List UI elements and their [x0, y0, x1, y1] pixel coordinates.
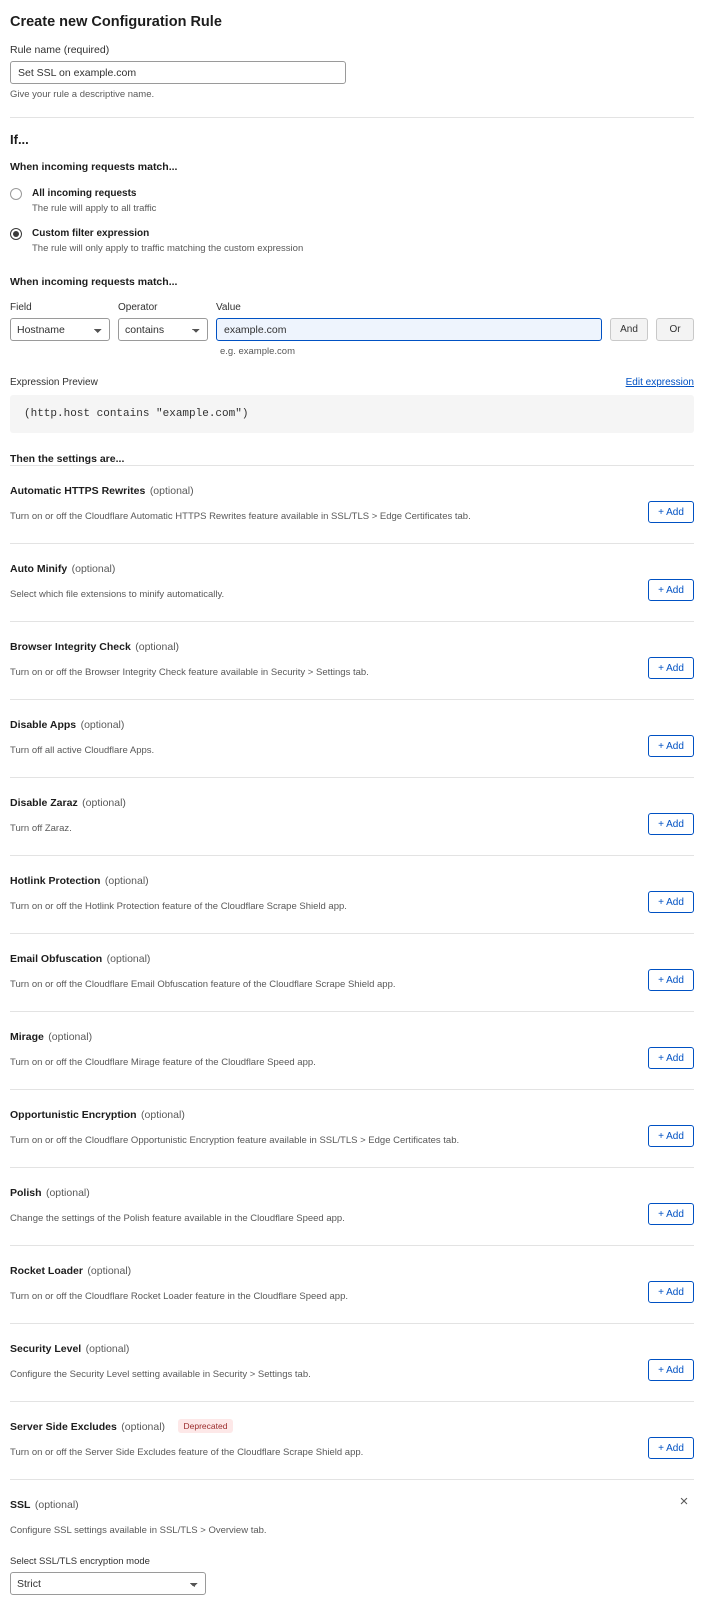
setting-name: Rocket Loader [10, 1265, 83, 1277]
setting-desc: Turn on or off the Browser Integrity Check feature available in Security > Settings tab. [10, 667, 369, 678]
setting-row [10, 855, 694, 933]
setting-optional: (optional) [135, 641, 180, 653]
setting-desc: Turn on or off the Cloudflare Rocket Loader feature in the Cloudflare Speed app. [10, 1291, 348, 1302]
setting-row [10, 699, 694, 777]
setting-name: Mirage [10, 1031, 44, 1043]
setting-desc: Turn on or off the Hotlink Protection feature of the Cloudflare Scrape Shield app. [10, 901, 347, 912]
setting-desc: Select which file extensions to minify automatically. [10, 589, 225, 600]
setting-name: Opportunistic Encryption [10, 1109, 137, 1121]
setting-row [10, 1323, 694, 1401]
setting-name: Email Obfuscation [10, 953, 103, 965]
setting-row [10, 1089, 694, 1167]
add-button[interactable]: + Add [648, 1047, 694, 1069]
add-button[interactable]: + Add [648, 813, 694, 835]
add-button[interactable]: + Add [648, 1125, 694, 1147]
setting-name: Browser Integrity Check [10, 641, 131, 653]
field-label: Field [10, 302, 32, 313]
or-button[interactable]: Or [656, 318, 694, 341]
expression-preview-box: (http.host contains "example.com") [10, 395, 694, 433]
add-button[interactable]: + Add [648, 969, 694, 991]
setting-desc: Turn on or off the Cloudflare Email Obfuscation feature of the Cloudflare Scrape Shield app. [10, 979, 396, 990]
setting-desc: Turn on or off the Server Side Excludes feature of the Cloudflare Scrape Shield app. [10, 1447, 364, 1458]
setting-optional: (optional) [104, 875, 149, 887]
setting-row [10, 1011, 694, 1089]
close-icon[interactable]: × [679, 1493, 689, 1510]
setting-row-ssl [10, 1479, 694, 1605]
status-badge: Deprecated [178, 1419, 234, 1433]
setting-row [10, 1401, 694, 1479]
radio-option-all-requests[interactable] [10, 187, 694, 214]
add-button[interactable]: + Add [648, 657, 694, 679]
divider [10, 117, 694, 118]
add-button[interactable]: + Add [648, 891, 694, 913]
add-button[interactable]: + Add [648, 1281, 694, 1303]
setting-optional: (optional) [82, 797, 126, 809]
then-settings-title: Then the settings are... [10, 453, 125, 465]
add-button[interactable]: + Add [648, 1437, 694, 1459]
setting-name: Server Side Excludes [10, 1421, 117, 1433]
value-input[interactable] [216, 318, 602, 341]
setting-name: Security Level [10, 1343, 82, 1355]
setting-optional: (optional) [71, 563, 116, 575]
expression-preview-label: Expression Preview [10, 377, 98, 388]
setting-name: Auto Minify [10, 563, 68, 575]
radio-option-title: Custom filter expression [32, 228, 150, 239]
rule-name-label: Rule name (required) [10, 44, 110, 56]
setting-desc: Turn on or off the Cloudflare Opportunistic Encryption feature available in SSL/TLS > Edge Certificates tab. [10, 1135, 460, 1146]
page-title: Create new Configuration Rule [10, 14, 222, 30]
setting-desc: Configure the Security Level setting available in Security > Settings tab. [10, 1369, 311, 1380]
and-button[interactable]: And [610, 318, 648, 341]
setting-row [10, 1167, 694, 1245]
radio-option-desc: The rule will only apply to traffic matching the custom expression [32, 243, 304, 254]
add-button[interactable]: + Add [648, 579, 694, 601]
filter-match-label: When incoming requests match... [10, 276, 178, 288]
setting-optional: (optional) [149, 485, 194, 497]
radio-option-custom-filter[interactable] [10, 227, 694, 254]
radio-icon-selected[interactable] [10, 228, 22, 240]
ssl-select-label: Select SSL/TLS encryption mode [10, 1556, 150, 1567]
setting-desc: Turn off all active Cloudflare Apps. [10, 745, 155, 756]
setting-optional: (optional) [48, 1031, 93, 1043]
if-section-title: If... [10, 132, 29, 147]
setting-optional: (optional) [87, 1265, 132, 1277]
setting-desc: Turn off Zaraz. [10, 823, 72, 834]
setting-optional: (optional) [45, 1187, 90, 1199]
setting-name: Disable Zaraz [10, 797, 78, 809]
setting-optional: (optional) [34, 1499, 79, 1511]
add-button[interactable]: + Add [648, 1203, 694, 1225]
rule-name-input[interactable] [10, 61, 346, 84]
setting-row [10, 933, 694, 1011]
value-help: e.g. example.com [220, 346, 295, 357]
setting-name: Disable Apps [10, 719, 77, 731]
setting-desc: Configure SSL settings available in SSL/TLS > Overview tab. [10, 1525, 267, 1536]
radio-option-desc: The rule will apply to all traffic [32, 203, 157, 214]
radio-icon[interactable] [10, 188, 22, 200]
radio-option-title: All incoming requests [32, 188, 137, 199]
operator-label: Operator [118, 302, 158, 313]
setting-optional: (optional) [141, 1109, 185, 1121]
setting-name: SSL [10, 1499, 31, 1511]
expression-preview-header [10, 377, 694, 388]
rule-name-help: Give your rule a descriptive name. [10, 89, 155, 100]
setting-row [10, 777, 694, 855]
setting-row [10, 621, 694, 699]
setting-desc: Change the settings of the Polish feature available in the Cloudflare Speed app. [10, 1213, 345, 1224]
field-select[interactable] [10, 318, 110, 341]
setting-optional: (optional) [80, 719, 125, 731]
setting-desc: Turn on or off the Cloudflare Automatic HTTPS Rewrites feature available in SSL/TLS > Edge Certificates tab. [10, 511, 471, 522]
setting-optional: (optional) [121, 1421, 166, 1433]
add-button[interactable]: + Add [648, 735, 694, 757]
setting-optional: (optional) [85, 1343, 130, 1355]
setting-row [10, 1245, 694, 1323]
setting-name: Polish [10, 1187, 42, 1199]
add-button[interactable]: + Add [648, 501, 694, 523]
match-label: When incoming requests match... [10, 161, 178, 173]
edit-expression-link[interactable]: Edit expression [625, 377, 694, 388]
value-label: Value [216, 302, 241, 313]
setting-optional: (optional) [106, 953, 151, 965]
setting-row [10, 543, 694, 621]
operator-select[interactable] [118, 318, 208, 341]
add-button[interactable]: + Add [648, 1359, 694, 1381]
setting-desc: Turn on or off the Cloudflare Mirage feature of the Cloudflare Speed app. [10, 1057, 316, 1068]
filter-builder-row [10, 302, 694, 341]
setting-name: Automatic HTTPS Rewrites [10, 485, 146, 497]
setting-row [10, 465, 694, 543]
setting-name: Hotlink Protection [10, 875, 101, 887]
